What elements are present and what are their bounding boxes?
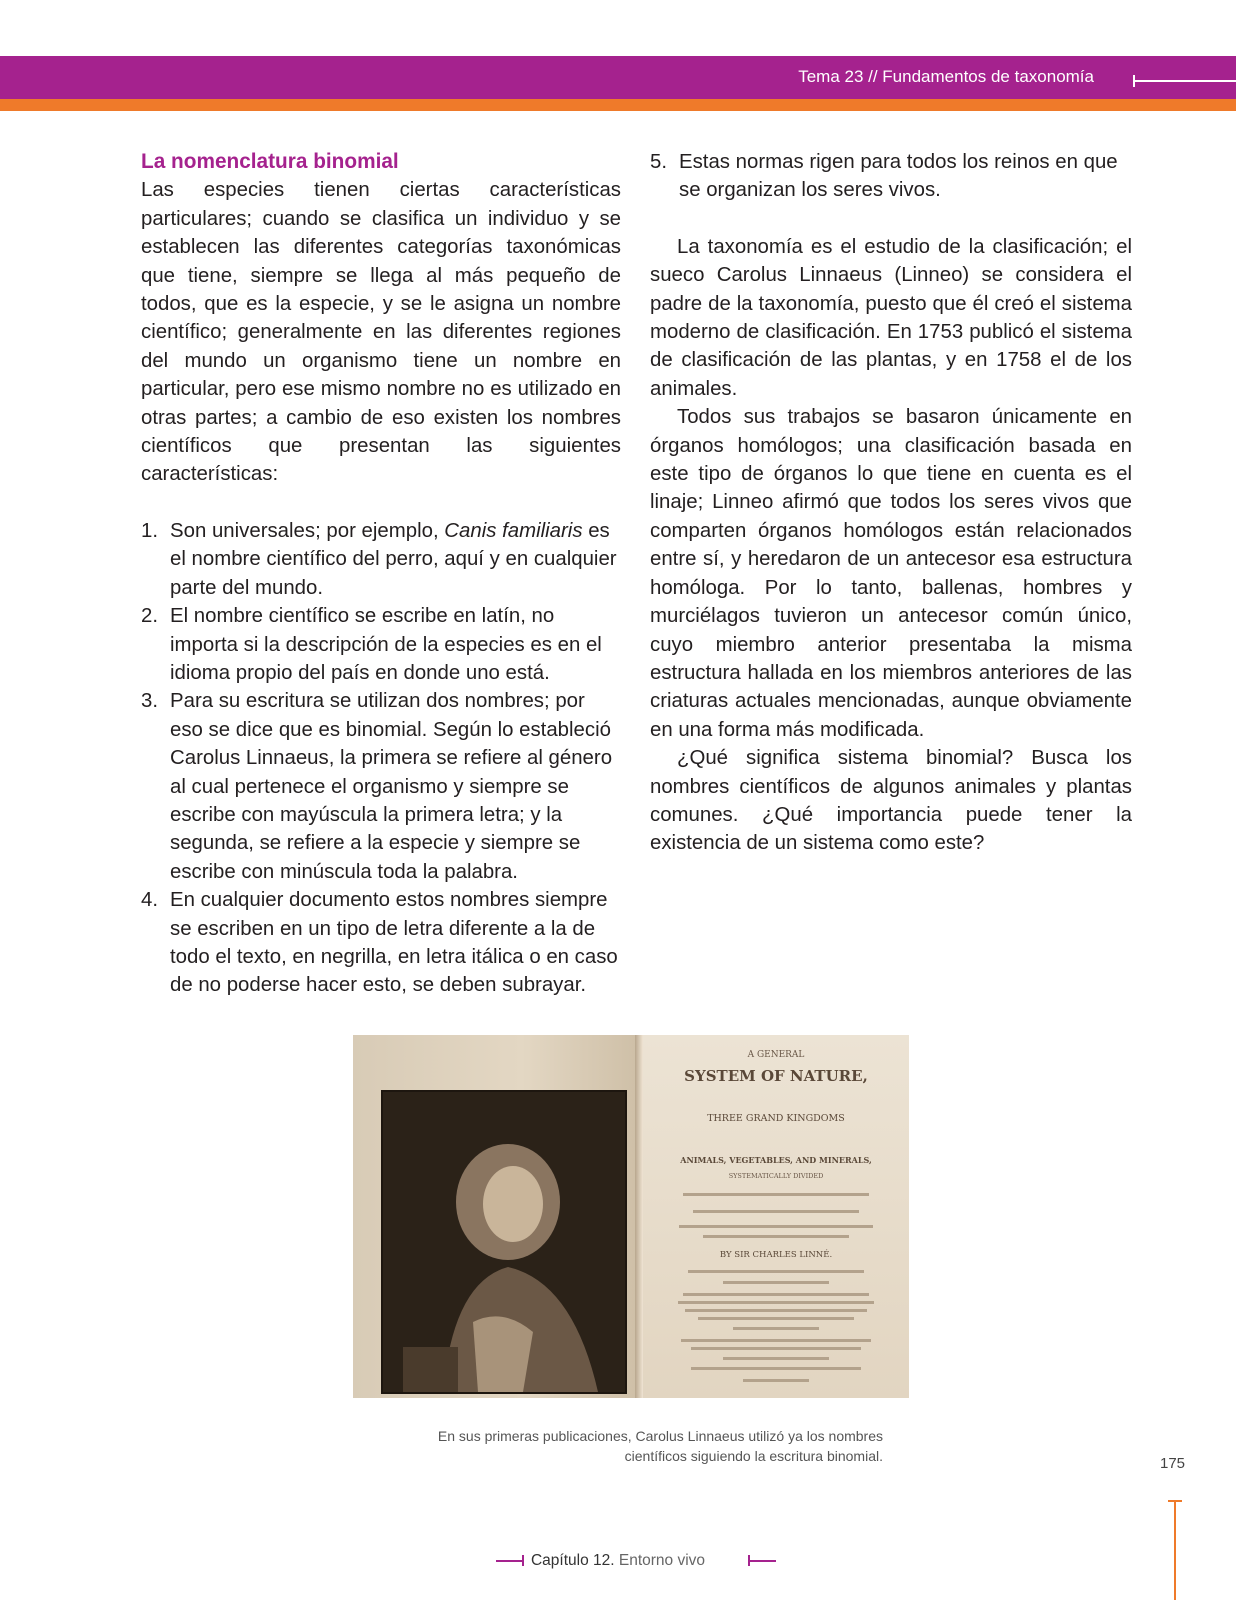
paragraph-taxonomy: La taxonomía es el estudio de la clasificación; el sueco Carolus Linnaeus (Linneo) se considera el padre de la taxonomía, puesto que él creó el sistema moderno de clasificación. En 1753 publicó el sistema de clasificación de las plantas, y en 1758 el de los animales. <box>650 235 1132 400</box>
book-photo <box>353 1035 909 1398</box>
list-number: 2. <box>141 605 159 628</box>
list-number: 4. <box>141 889 159 912</box>
section-title: La nomenclatura binomial <box>141 150 399 173</box>
header-rule <box>1133 80 1236 82</box>
list-text: El nombre científico se escribe en latín, no importa si la descripción de la especies es en el idioma propio del país en donde uno está. <box>170 605 602 684</box>
paragraph-question: ¿Qué significa sistema binomial? Busca los nombres científicos de algunos animales y plantas comunes. ¿Qué importancia puede tener la existencia de un sistema como este? <box>650 747 1132 855</box>
footer <box>0 1552 1236 1570</box>
list-item <box>141 517 621 602</box>
footer-chapter: Capítulo 12. <box>530 1552 615 1569</box>
right-column <box>650 148 1132 858</box>
linnaeus-portrait-image <box>381 1090 627 1394</box>
list-item <box>650 148 1132 205</box>
frontispiece-page <box>353 1035 635 1398</box>
list-text: Para su escritura se utilizan dos nombres; por eso se dice que es binomial. Según lo estableció Carolus Linnaeus, la primera se refiere al género al cual pertenece el organismo y siempre se escribe con mayúscula la primera letra; y la segunda, se refiere a la especie y siempre se escribe con minúscula toda la palabra. <box>170 690 613 883</box>
title-page-line: SYSTEMATICALLY DIVIDED <box>728 1172 824 1180</box>
paragraph-homologous-organs: Todos sus trabajos se basaron únicamente en órganos homólogos; una clasificación basada en este tipo de órganos lo que tiene en cuenta es el linaje; Linneo afirmó que todos los seres vivos que comparten órganos homólogos están relacionados entre sí, y heredaron de un antecesor esa estructura homóloga. Por lo tanto, ballenas, hombres y murciélagos tuvieron un antecesor común único, cuyo miembro anterior presentaba la misma estructura hallada en los miembros anteriores de las criaturas actuales mencionadas, aunque obviamente en una forma más modificada. <box>650 406 1132 741</box>
list-item <box>141 602 621 687</box>
left-column <box>141 148 621 1000</box>
rules-list <box>141 517 621 1000</box>
list-item <box>141 687 621 886</box>
title-page-line: SYSTEM OF NATURE, <box>684 1067 868 1085</box>
intro-paragraph: Las especies tienen ciertas características particulares; cuando se clasifica un individuo y se establecen las diferentes categorías taxonómicas que tiene, siempre se llega al más pequeño de todos, que es la especie, y se le asigna un nombre científico; generalmente en las diferentes regiones del mundo un organismo tiene un nombre en particular, pero ese mismo nombre no es utilizado en otras partes; a cambio de eso existen los nombres científicos que presentan las siguientes características: <box>141 179 621 486</box>
footer-chapter-title: Entorno vivo <box>618 1552 706 1569</box>
list-text: Son universales; por ejemplo, <box>170 519 445 542</box>
scientific-name: Canis familiaris <box>444 519 583 542</box>
title-page-line: THREE GRAND KINGDOMS <box>707 1113 845 1124</box>
list-item <box>141 886 621 1000</box>
running-header: Tema 23 // Fundamentos de taxonomía <box>798 67 1094 86</box>
header-accent-stripe <box>0 99 1236 111</box>
list-text: En cualquier documento estos nombres siempre se escriben en un tipo de letra diferente a la de todo el texto, en negrilla, en letra itálica o en caso de no poderse hacer esto, se deben subrayar. <box>170 889 618 997</box>
list-text-continued: es el nombre científico del perro, aquí y en cualquier parte del mundo. <box>170 519 617 599</box>
list-number: 5. <box>650 151 668 173</box>
title-page-line: BY SIR CHARLES LINNÉ. <box>719 1250 833 1260</box>
footer-rule-right <box>748 1560 776 1562</box>
figure-caption: En sus primeras publicaciones, Carolus Linnaeus utilizó ya los nombres científicos siguiendo la escritura binomial. <box>437 1428 883 1464</box>
page-number: 175 <box>1160 1455 1186 1472</box>
title-page-line: A GENERAL <box>747 1050 805 1060</box>
rules-list-continued <box>650 148 1132 205</box>
list-number: 3. <box>141 690 159 713</box>
book-spine <box>635 1035 643 1398</box>
list-number: 1. <box>141 519 159 542</box>
side-rule <box>1174 1500 1176 1600</box>
title-page-image <box>643 1035 909 1398</box>
title-page <box>643 1035 909 1398</box>
list-text: Estas normas rigen para todos los reinos en que se organizan los seres vivos. <box>679 151 1118 202</box>
title-page-line: ANIMALS, VEGETABLES, AND MINERALS, <box>680 1155 872 1165</box>
